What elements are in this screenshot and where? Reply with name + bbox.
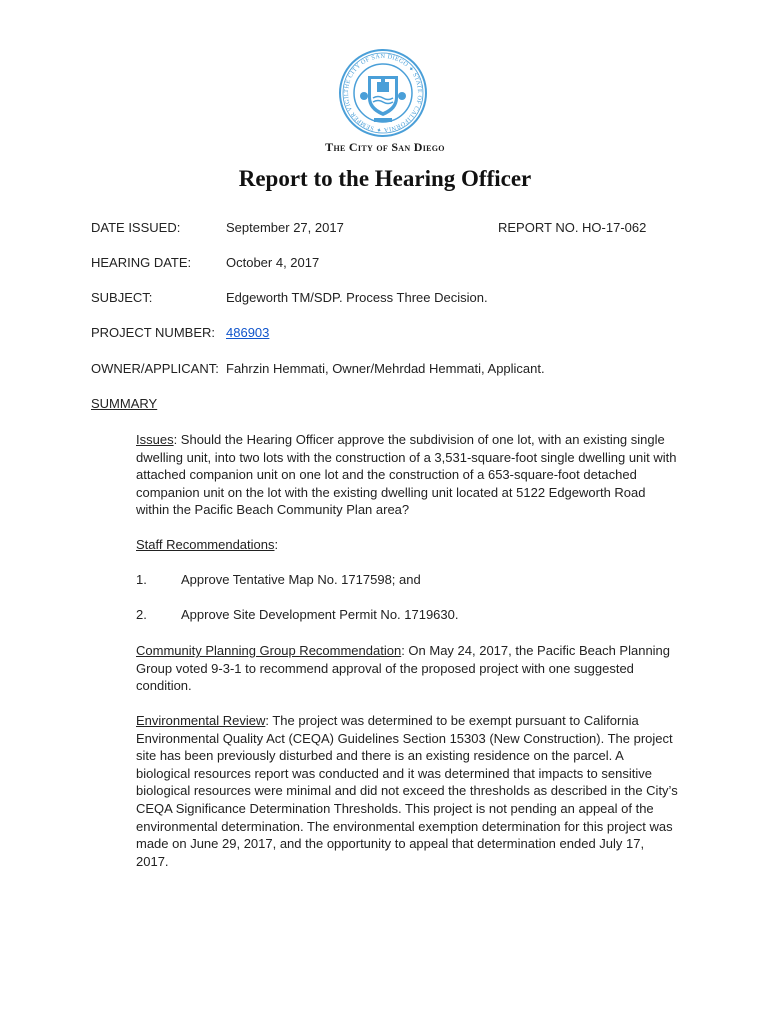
community-planning-text: : On May 24, 2017, the Pacific Beach Planning Group voted 9-3-1 to recommend approval of the proposed project with one suggested condition. [136, 643, 671, 694]
subject-value: Edgeworth TM/SDP. Process Three Decision. [226, 290, 488, 305]
report-number: REPORT NO. HO-17-062 [498, 220, 647, 235]
project-number-label: PROJECT NUMBER: [91, 325, 215, 340]
community-planning-label: Community Planning Group Recommendation [136, 643, 402, 658]
date-issued-label: DATE ISSUED: [91, 220, 181, 235]
staff-recommendations-colon: : [274, 537, 279, 552]
hearing-date-label: HEARING DATE: [91, 255, 192, 270]
recommendation-number: 1. [136, 572, 147, 587]
subject-label: SUBJECT: [91, 290, 153, 305]
owner-applicant-value: Fahrzin Hemmati, Owner/Mehrdad Hemmati, Applicant. [226, 361, 545, 376]
hearing-date-value: October 4, 2017 [226, 255, 320, 270]
date-issued-value: September 27, 2017 [226, 220, 344, 235]
staff-recommendations-heading [136, 536, 680, 554]
owner-applicant-label: OWNER/APPLICANT: [91, 361, 219, 376]
city-seal [338, 48, 428, 138]
staff-recommendations-label: Staff Recommendations [136, 537, 275, 552]
recommendation-number: 2. [136, 607, 147, 622]
environmental-review-text: : The project was determined to be exempt pursuant to California Environmental Quality Act (CEQA) Guidelines Section 15303 (New Construction). The project site has been previously disturbed and there is an existing residence on the parcel. A biological resources report was conducted and it was determined that impacts to sensitive biological resources were minimal and did not exceed the thresholds as described in the City’s CEQA Significance Determination Thresholds. This project is not pending an appeal of the environmental determination. The environmental exemption determination for this project was made on June 29, 2017, and the opportunity to appeal that determination ended July 17, 2017. [136, 713, 678, 869]
recommendation-text: Approve Site Development Permit No. 1719630. [181, 607, 459, 622]
summary-heading: SUMMARY [91, 396, 158, 411]
community-planning-paragraph [136, 642, 680, 695]
issues-label: Issues [136, 432, 174, 447]
city-seal-icon [338, 48, 428, 138]
issues-text: : Should the Hearing Officer approve the subdivision of one lot, with an existing single dwelling unit, into two lots with the construction of a 3,531-square-foot single dwelling unit with attached companion unit on one lot and the construction of a 653-square-foot detached companion unit on the lot with the existing dwelling unit located at 5122 Edgeworth Road within the Pacific Beach Community Plan area? [136, 432, 677, 518]
project-number-link[interactable]: 486903 [226, 325, 270, 340]
city-name [0, 140, 770, 155]
city-name-text: The City of San Diego [325, 140, 445, 154]
environmental-review-paragraph [136, 712, 680, 870]
page-title: Report to the Hearing Officer [238, 166, 532, 191]
environmental-review-label: Environmental Review [136, 713, 266, 728]
svg-text:THE CITY OF SAN DIEGO ✦ STATE: THE CITY OF SAN DIEGO ✦ STATE OF CALIFORNIA ✦ SEMPER VIGIL [342, 52, 424, 134]
issues-paragraph [136, 431, 680, 519]
recommendation-text: Approve Tentative Map No. 1717598; and [181, 572, 421, 587]
